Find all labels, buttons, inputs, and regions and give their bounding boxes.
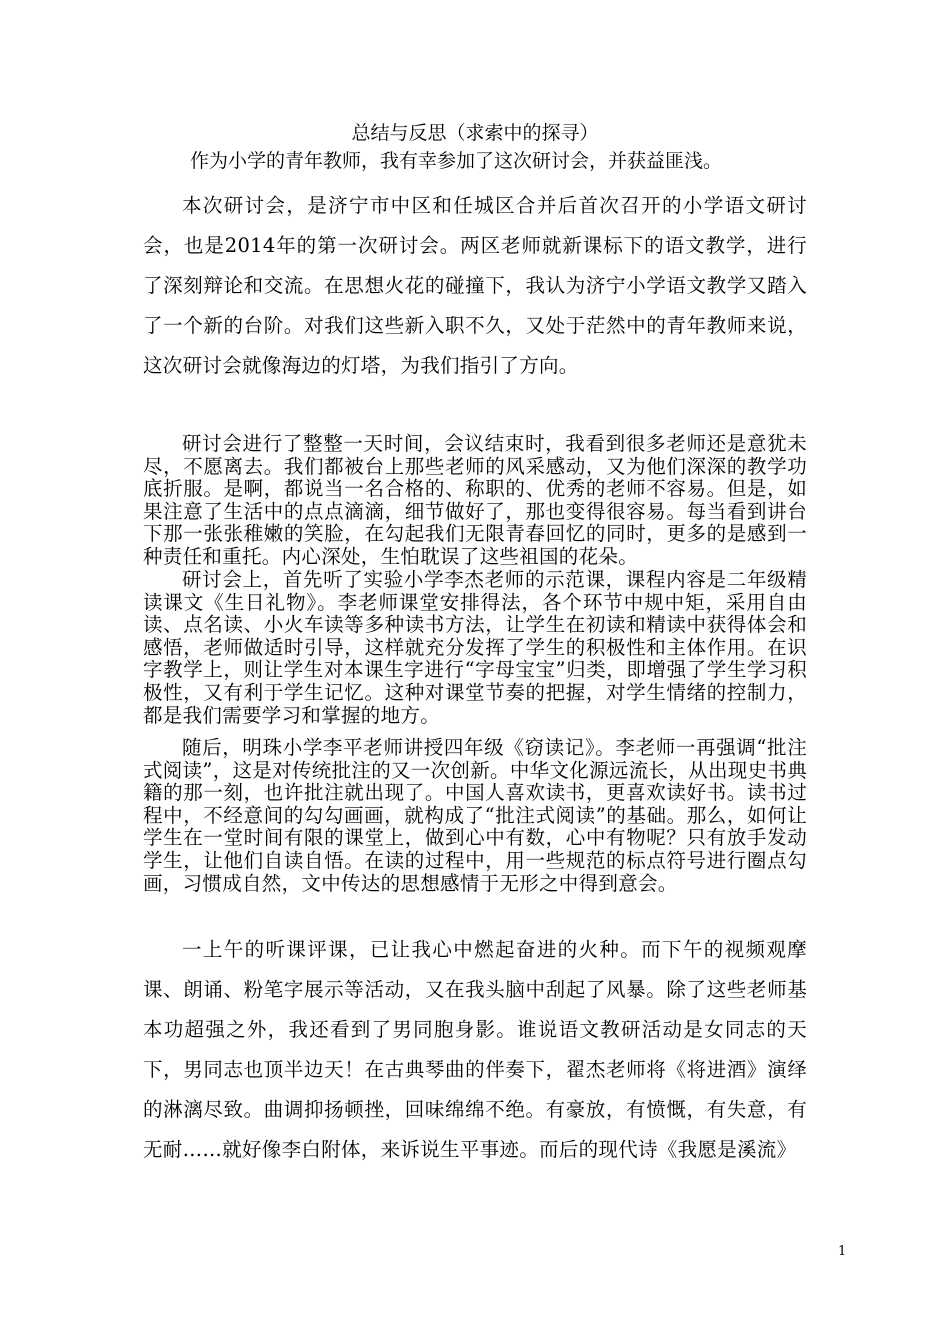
paragraph-meeting-overview: 本次研讨会，是济宁市中区和任城区合并后首次召开的小学语文研讨会，也是2014年的第一次研讨会。两区老师就新课标下的语文教学，进行了深刻辩论和交流。在思想火花的碰撞下，我认为济宁小学语文教学又踏入了一个新的台阶。对我们这些新入职不久，又处于茫然中的青年教师来说，这次研讨会就像海边的灯塔，为我们指引了方向。 [143, 194, 807, 377]
paragraph-first-lesson: 研讨会上，首先听了实验小学李杰老师的示范课，课程内容是二年级精读课文《生日礼物》。李老师课堂安排得法，各个环节中规中矩，采用自由读、点名读、小火车读等多种读书方法，让学生在初读和精读中获得体会和感悟，老师做适时引导，这样就充分发挥了学生的积极性和主体作用。在识字教学上，则让学生对本课生字进行“字母宝宝”归类，即增强了学生学习积极性，又有利于学生记忆。这种对课堂节奏的把握，对学生情绪的控制力，都是我们需要学习和掌握的地方。 [143, 568, 807, 727]
page-number: 1 [838, 1244, 847, 1259]
paragraph-meeting-impression: 研讨会进行了整整一天时间，会议结束时，我看到很多老师还是意犹未尽，不愿离去。我们都被台上那些老师的风采感动，又为他们深深的教学功底折服。是啊，都说当一名合格的、称职的、优秀的老师不容易。但是，如果注意了生活中的点点滴滴，细节做好了，那也变得很容易。每当看到讲台下那一张张稚嫩的笑脸，在勾起我们无限青春回忆的同时，更多的是感到一种责任和重托。内心深处，生怕耽误了这些祖国的花朵。 [143, 432, 807, 568]
document-subtitle: 作为小学的青年教师，我有幸参加了这次研讨会，并获益匪浅。 [190, 150, 723, 172]
paragraph-afternoon-activities: 一上午的听课评课，已让我心中燃起奋进的火种。而下午的视频观摩课、朗诵、粉笔字展示等活动，又在我头脑中刮起了风暴。除了这些老师基本功超强之外，我还看到了男同胞身影。谁说语文教研活动是女同志的天下，男同志也顶半边天！在古典琴曲的伴奏下，翟杰老师将《将进酒》演绎的淋漓尽致。曲调抑扬顿挫，回味绵绵不绝。有豪放，有愤慨，有失意，有无耐……就好像李白附体，来诉说生平事迹。而后的现代诗《我愿是溪流》 [143, 938, 807, 1161]
document-title: 总结与反思（求索中的探寻） [351, 122, 599, 144]
paragraph-second-lesson: 随后，明珠小学李平老师讲授四年级《窃读记》。李老师一再强调“批注式阅读”，这是对传统批注的又一次创新。中华文化源远流长，从出现史书典籍的那一刻，也许批注就出现了。中国人喜欢读书，更喜欢读好书。读书过程中，不经意间的勾勾画画，就构成了“批注式阅读”的基础。那么，如何让学生在一堂时间有限的课堂上，做到心中有数，心中有物呢？只有放手发动学生，让他们自读自悟。在读的过程中，用一些规范的标点符号进行圈点勾画，习惯成自然，文中传达的思想感情于无形之中得到意会。 [143, 736, 807, 895]
